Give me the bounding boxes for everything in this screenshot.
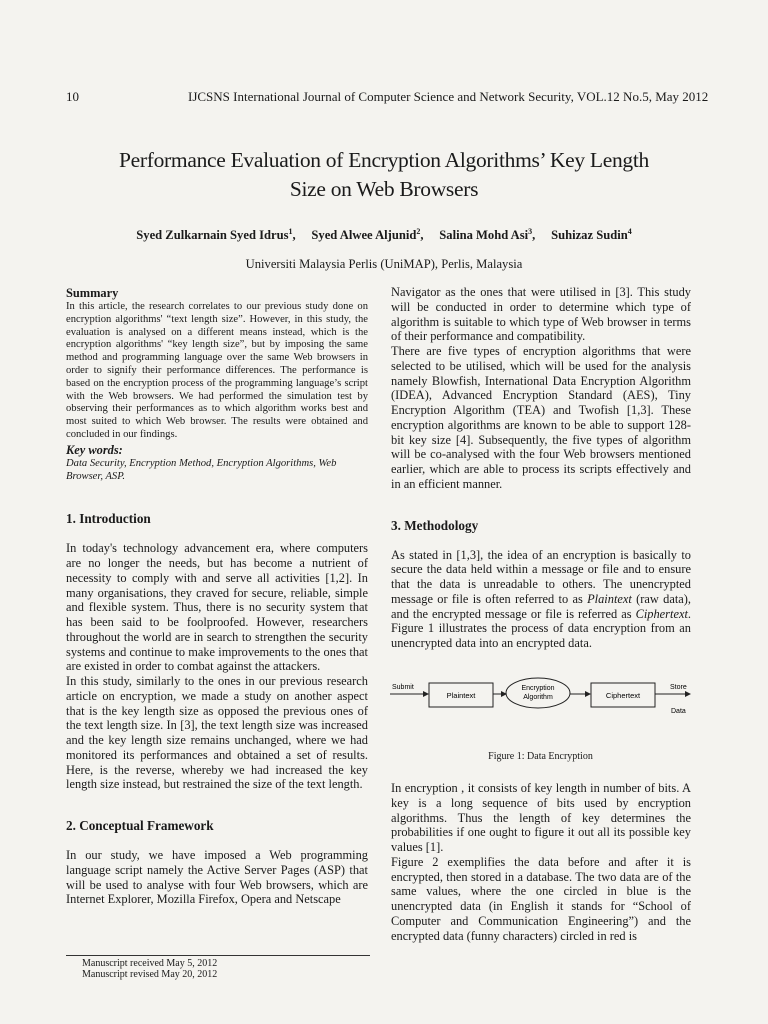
summary-text: In this article, the research correlates to our previous study done on encryption algorithms' “text length size”. However, in this study, the evaluation is analysed on a different means instead, which is the encryption algorithms' “key length size”, but by imposing the same method and programming language over the same Web browsers in order to signify their performance differences. The performance is based on the encryption process of the programming language’s script with the Web browsers. We had performed the simulation test by observing their performances as to which algorithm works best and most suited to which Web browser. The results were obtained and concluded in our findings. [66, 301, 368, 440]
summary-heading: Summary [66, 286, 119, 300]
running-header: IJCSNS International Journal of Computer Science and Network Security, VOL.12 No.5, May 2012 [188, 89, 709, 104]
author-2: Syed Alwee Aljunid$^2$, [311, 227, 424, 243]
right-column [391, 285, 691, 651]
author-4: Suhizaz Sudin$^4$ [551, 227, 632, 243]
intro-paragraph-2: In this study, similarly to the ones in our previous research article on encryption, we made a study on another aspect that is the key length size as opposed the previous ones of the text length size. In [3], the text length size was increased and the key length size remains unchanged, where we had monitored its performances and obtained a set of results. Here, is the reverse, whereby we had increased the key length size instead, but restrained the size of the text length. [66, 674, 368, 792]
keywords-text: Data Security, Encryption Method, Encryption Algorithms, Web Browser, ASP. [66, 457, 337, 482]
ciphertext-term: Ciphertext [635, 606, 688, 621]
methodology-paragraph-2: In encryption , it consists of key length in number of bits. A key is a long sequence of bits used by encryption algorithms. Thus the length of key determines the probabilities if one ought to figure it out all its possible key values [1]. [391, 781, 691, 854]
title-line-2: Size on Web Browsers [289, 177, 479, 201]
author-3: Salina Mohd Asi$^3$, [439, 227, 536, 243]
footnote-received: Manuscript received May 5, 2012 [82, 958, 218, 969]
ciphertext-label: Ciphertext [605, 691, 641, 700]
intro-heading: 1. Introduction [66, 511, 151, 527]
intro-paragraph-1: In today's technology advancement era, where computers are no longer the needs, but has become a nutrient of necessity to comply with and serve all activities [1,2]. In many organisations, they craved for secure, reliable, simple and flexible system. Thus, there is no security system that has been said to be foolproofed. However, researchers throughout the world are in search to strengthen the security systems and continue to make improvements to the ones that are existed in order to combat against the attackers. [66, 541, 368, 674]
methodology-paragraph-1: As stated in [1,3], the idea of an encryption is basically to secure the data held within a message or file and to ensure that the data is unreadable to others. The unencrypted message or file is often referred to as Plaintext (raw data), and the encrypted message or file is referred as Ciphertext. Figure 1 illustrates the process of data encryption from an unencrypted data into an encrypted data. [391, 547, 691, 650]
footnote-rule [66, 955, 370, 956]
figure-1-caption: Figure 1: Data Encryption [488, 751, 593, 762]
submit-label: Submit [392, 684, 414, 691]
right-paragraph-1: Navigator as the ones that were utilised in [3]. This study will be conducted in order to determine which type of algorithm is suitable to which type of Web browser in terms of their performance and compatibility. [391, 285, 691, 344]
plaintext-term: Plaintext [587, 591, 632, 606]
keywords-heading: Key words: [66, 442, 123, 457]
affiliation: Universiti Malaysia Perlis (UniMAP), Perlis, Malaysia [245, 257, 523, 271]
figure-data-encryption [388, 676, 693, 716]
author-1: Syed Zulkarnain Syed Idrus$^1$, [136, 227, 296, 243]
methodology-paragraph-3: Figure 2 exemplifies the data before and after it is encrypted, then stored in a database. The two data are of the same values, where the one circled in blue is the unencrypted data (in English it stands for “School of Computer and Communication Engineering”) and the encrypted data (funny characters) circled in red is [391, 854, 691, 943]
methodology-heading: 3. Methodology [391, 517, 479, 533]
right-column-lower [391, 781, 691, 943]
framework-heading: 2. Conceptual Framework [66, 818, 214, 834]
algorithm-label-line-2: Algorithm [523, 694, 553, 701]
store-label: Store [670, 684, 687, 691]
figure-1-diagram [388, 676, 693, 716]
author-list [60, 227, 708, 243]
title-line-1: Performance Evaluation of Encryption Algorithms’ Key Length [118, 148, 649, 172]
footnote-revised: Manuscript revised May 20, 2012 [82, 969, 218, 980]
paper-title [60, 146, 708, 204]
plaintext-label: Plaintext [446, 691, 476, 700]
right-paragraph-2: There are five types of encryption algorithms that were selected to be utilised, which will be used for the analysis namely Blowfish, International Data Encryption Algorithm (IDEA), Advanced Encryption Standard (AES), Tiny Encryption Algorithm (TEA) and Twofish [1,3]. These encryption algorithms are known to be able to support 128-bit key size [4]. Subsequently, the five types of algorithm will be co-analysed with the four Web browsers mentioned earlier, which are able to process its scripts effectively and in an efficient manner. [391, 344, 691, 491]
framework-paragraph: In our study, we have imposed a Web programming language script namely the Active Server Pages (ASP) that will be used to analyse with four Web browsers, which are Internet Explorer, Mozilla Firefox, Opera and Netscape [66, 848, 368, 907]
page-number: 10 [66, 89, 79, 104]
algorithm-label-line-1: Encryption [521, 685, 555, 692]
encryption-algorithm-ellipse [506, 678, 570, 708]
left-column [66, 286, 368, 907]
data-label: Data [671, 708, 686, 715]
